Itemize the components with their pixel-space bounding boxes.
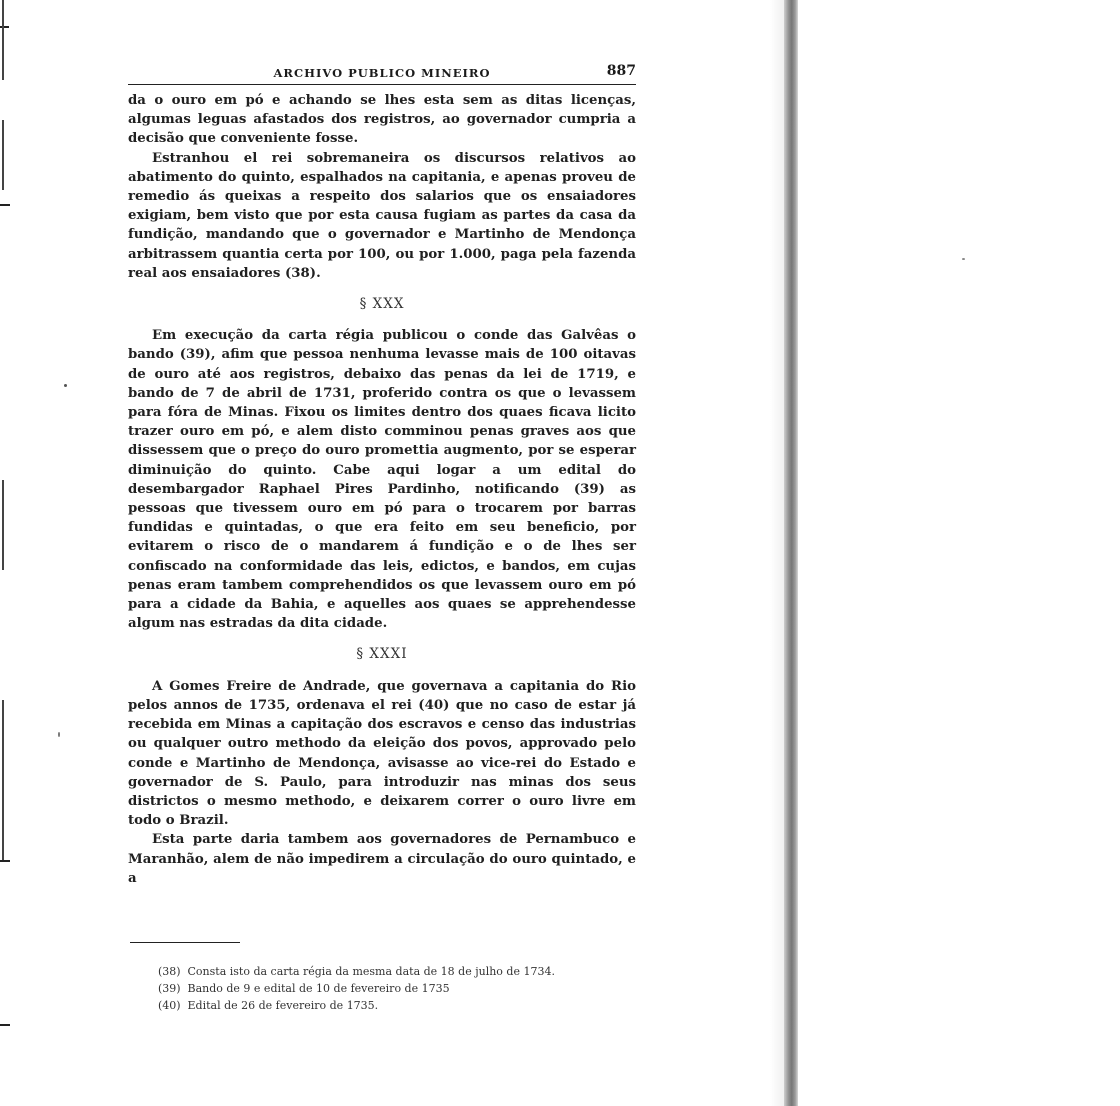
edge-line bbox=[2, 700, 4, 860]
footnote-text: Bando de 9 e edital de 10 de fevereiro de 1735 bbox=[187, 982, 450, 996]
paragraph: da o ouro em pó e achando se lhes esta sem as ditas licenças, algumas leguas afastados dos registros, ao governador cumpria a decisão que conveniente fosse. bbox=[128, 93, 636, 147]
binding-shadow bbox=[770, 0, 784, 1106]
footnote-39 bbox=[158, 980, 636, 997]
footnote-38 bbox=[158, 963, 636, 980]
running-title: ARCHIVO PUBLICO MINEIRO bbox=[273, 66, 491, 80]
paragraph: A Gomes Freire de Andrade, que governava a capitania do Rio pelos annos de 1735, ordenava el rei (40) que no caso de estar já recebida em Minas a capitação dos escravos e censo das industrias ou qualquer outro methodo da eleição dos povos, approvado pelo conde e Martinho de Mendonça, avisasse ao vice-rei do Estado e governador de S. Paulo, para introduzir nas minas dos seus districtos o mesmo methodo, e deixarem correr o ouro livre em todo o Brazil. bbox=[128, 678, 636, 829]
paragraph: Em execução da carta régia publicou o conde das Galvêas o bando (39), afim que pessoa nenhuma levasse mais de 100 oitavas de ouro até aos registros, debaixo das penas da lei de 1719, e bando de 7 de abril de 1731, proferido contra os que o levassem para fóra de Minas. Fixou os limites dentro dos quaes ficava licito trazer ouro em pó, e alem disto comminou penas graves aos que dissessem que o preço do ouro promettia augmento, por se esperar diminuição do quinto. Cabe aqui logar a um edital do desembargador Raphael Pires Pardinho, notificando (39) as pessoas que tivessem ouro em pó para o trocarem por barras fundidas e quintadas, o que era feito em seu beneficio, por evitarem o risco de o mandarem á fundição e o de lhes ser confiscado na conformidade das leis, edictos, e bandos, em cujas penas eram tambem comprehendidos os que levassem ouro em pó para a cidade da Bahia, e aquelles aos quaes se apprehendesse algum nas estradas da dita cidade. bbox=[128, 328, 636, 632]
book-page bbox=[128, 62, 636, 1014]
edge-tick bbox=[0, 204, 10, 206]
footnote-40 bbox=[158, 997, 636, 1014]
edge-tick bbox=[0, 860, 10, 862]
footnotes bbox=[158, 963, 636, 1014]
scan-speck bbox=[58, 732, 60, 737]
footnote-mark: (39) bbox=[158, 982, 181, 996]
paragraph: Estranhou el rei sobremaneira os discursos relativos ao abatimento do quinto, espalhados na capitania, e apenas proveu de remedio ás queixas a respeito dos salarios que os ensaiadores exigiam, bem visto que por esta causa fugiam as partes da casa da fundição, mandando que o governador e Martinho de Mendonça arbitrassem quantia certa por 100, ou por 1.000, paga pela fazenda real aos ensaiadores (38). bbox=[128, 150, 636, 281]
scan-left-edge bbox=[0, 0, 10, 1106]
footnote-text: Consta isto da carta régia da mesma data de 18 de julho de 1734. bbox=[187, 965, 555, 979]
footnote-rule bbox=[130, 942, 240, 944]
footnote-mark: (40) bbox=[158, 999, 181, 1013]
edge-tick bbox=[0, 1024, 10, 1026]
section-heading-xxx: § XXX bbox=[359, 296, 405, 313]
edge-line bbox=[2, 480, 4, 570]
footnote-mark: (38) bbox=[158, 965, 181, 979]
edge-line bbox=[2, 0, 4, 80]
footnote-text: Edital de 26 de fevereiro de 1735. bbox=[187, 999, 379, 1013]
section-heading-xxxi: § XXXI bbox=[356, 646, 408, 663]
scan-speck bbox=[962, 258, 965, 260]
scan-speck bbox=[64, 384, 67, 387]
page-number: 887 bbox=[606, 63, 636, 79]
book-gutter bbox=[784, 0, 798, 1106]
body-text bbox=[128, 91, 636, 888]
running-header bbox=[128, 62, 636, 85]
paragraph: Esta parte daria tambem aos governadores de Pernambuco e Maranhão, alem de não impedirem a circulação do ouro quintado, e a bbox=[128, 832, 636, 886]
edge-line bbox=[2, 120, 4, 190]
